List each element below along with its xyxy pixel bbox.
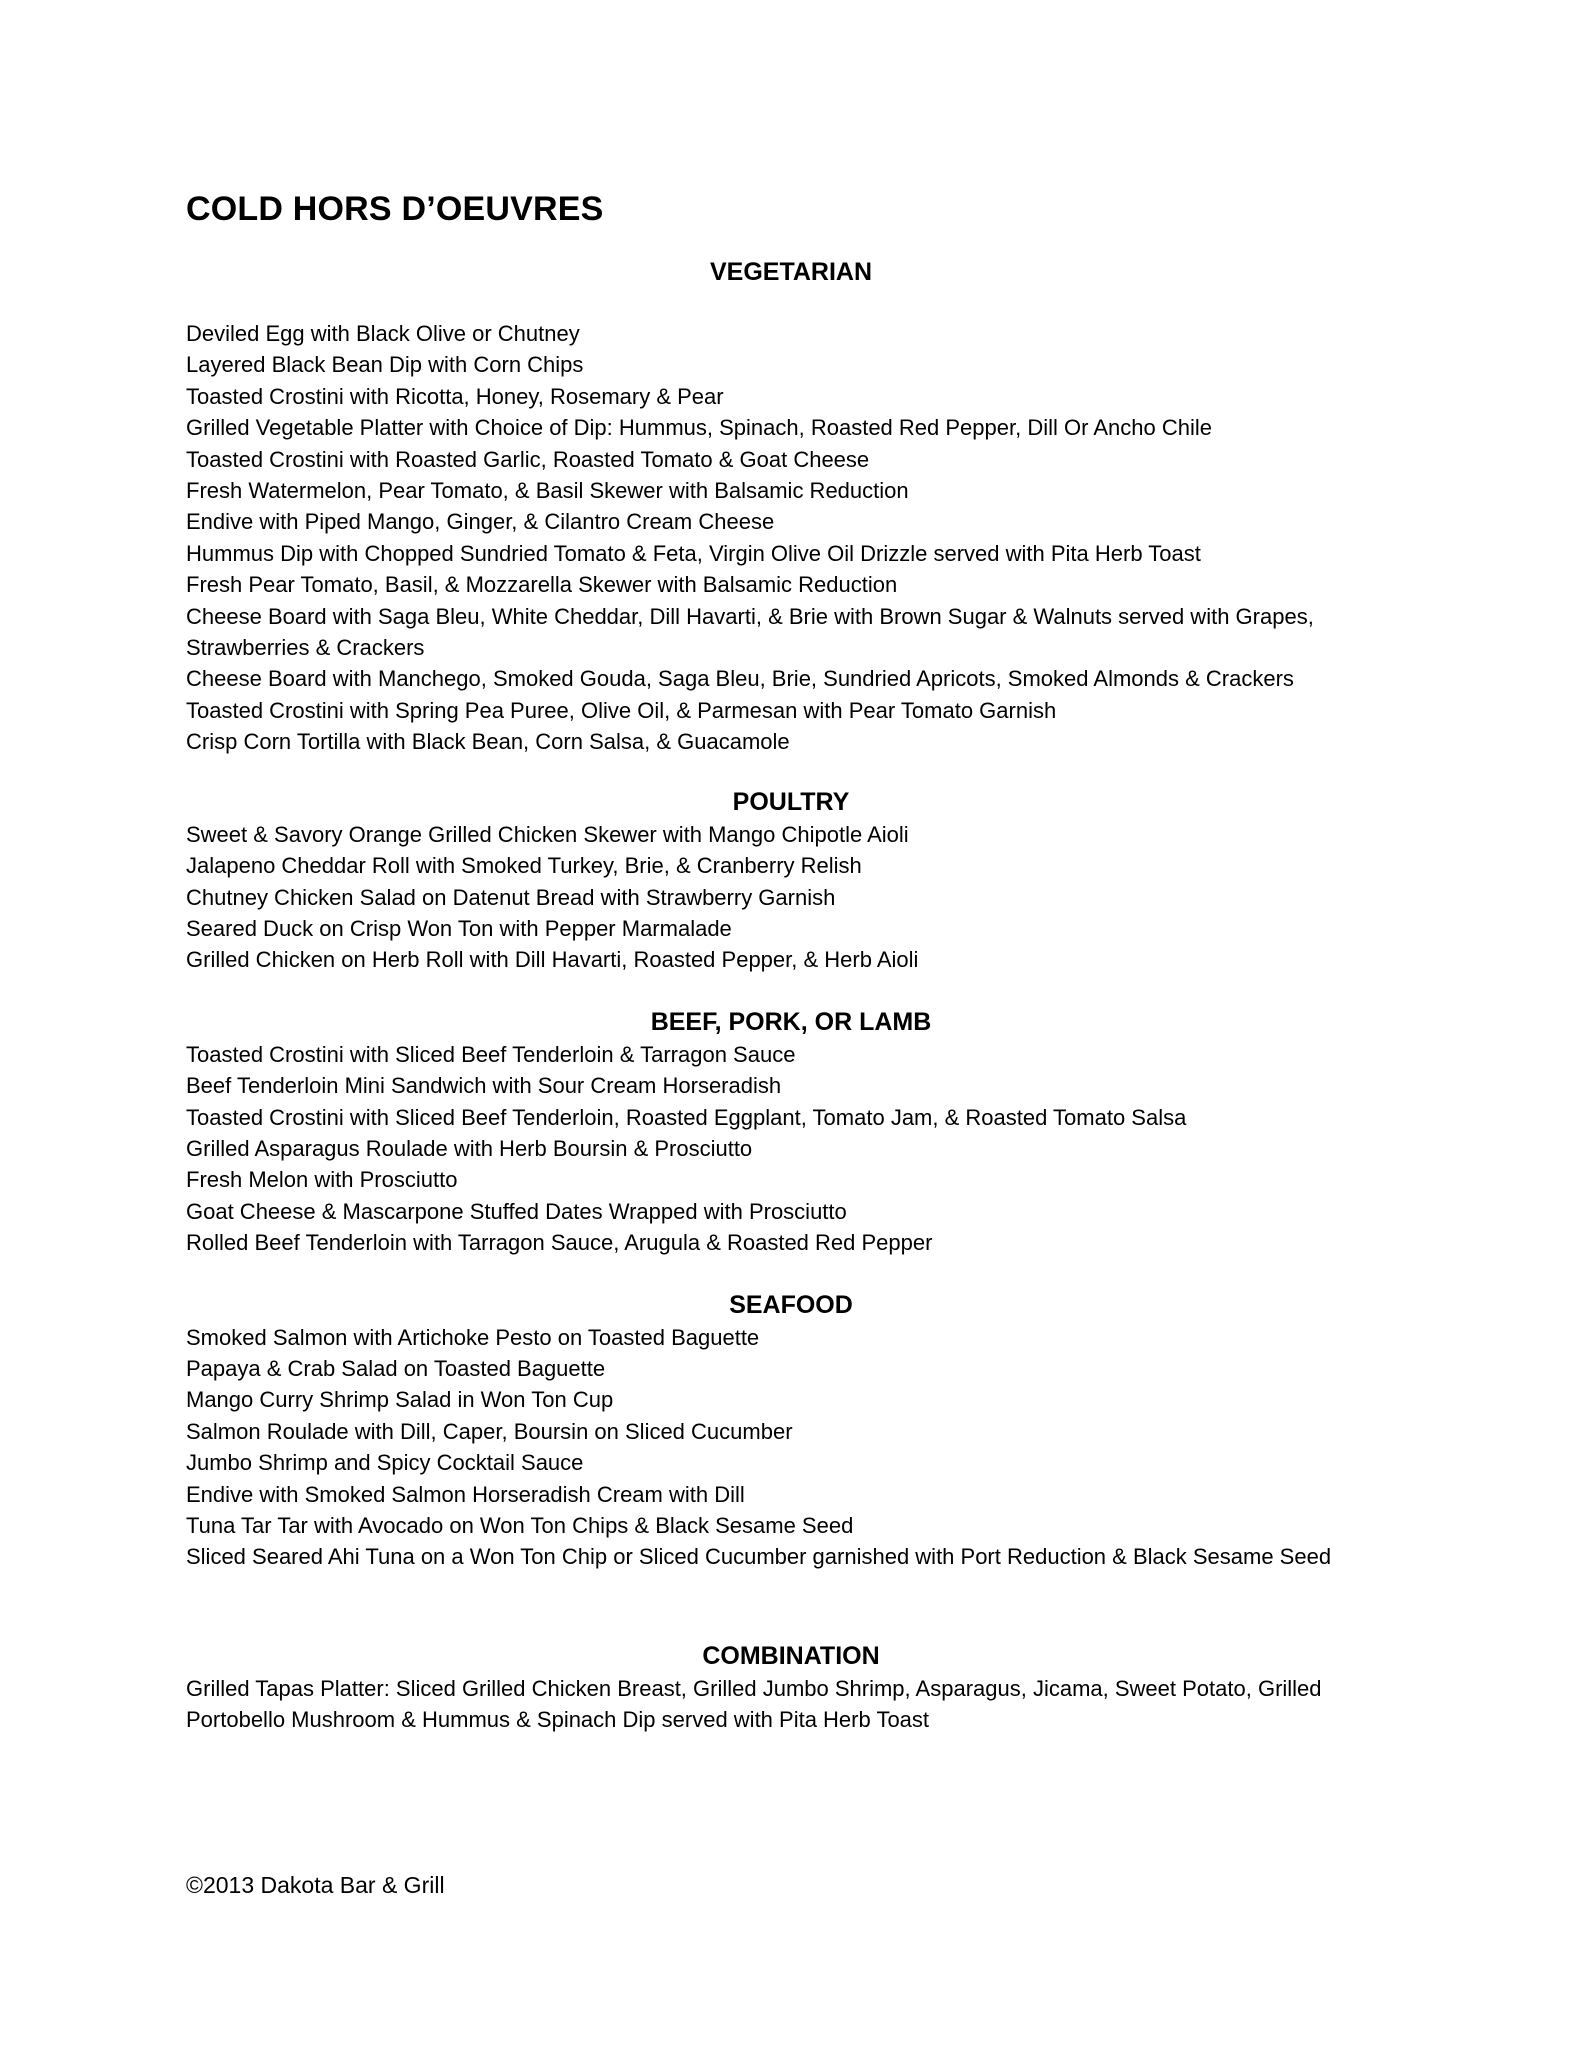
menu-item: Layered Black Bean Dip with Corn Chips <box>186 352 584 378</box>
section-heading-seafood: SEAFOOD <box>729 1290 853 1319</box>
menu-item: Seared Duck on Crisp Won Ton with Pepper Marmalade <box>186 915 732 941</box>
page-title: COLD HORS D’OEUVRES <box>186 190 604 228</box>
menu-item: Sweet & Savory Orange Grilled Chicken Skewer with Mango Chipotle Aioli <box>186 821 909 847</box>
menu-item: Jalapeno Cheddar Roll with Smoked Turkey, Brie, & Cranberry Relish <box>186 853 862 879</box>
menu-item: Sliced Seared Ahi Tuna on a Won Ton Chip or Sliced Cucumber garnished with Port Reduction & Black Sesame Seed <box>186 1544 1332 1570</box>
menu-item: Toasted Crostini with Sliced Beef Tenderloin & Tarragon Sauce <box>186 1041 796 1067</box>
menu-item: Toasted Crostini with Sliced Beef Tenderloin, Roasted Eggplant, Tomato Jam, & Roasted Tomato Salsa <box>186 1104 1187 1130</box>
section-heading-beef-pork-lamb: BEEF, PORK, OR LAMB <box>650 1007 932 1036</box>
copyright-footer: ©2013 Dakota Bar & Grill <box>186 1872 445 1898</box>
section-list-vegetarian <box>186 318 1396 758</box>
menu-item: Hummus Dip with Chopped Sundried Tomato & Feta, Virgin Olive Oil Drizzle served with Pita Herb Toast <box>186 540 1201 566</box>
menu-item: Rolled Beef Tenderloin with Tarragon Sauce, Arugula & Roasted Red Pepper <box>186 1230 933 1256</box>
menu-item: Grilled Chicken on Herb Roll with Dill Havarti, Roasted Pepper, & Herb Aioli <box>186 947 919 973</box>
menu-item: Fresh Melon with Prosciutto <box>186 1167 458 1193</box>
menu-item: Endive with Smoked Salmon Horseradish Cream with Dill <box>186 1481 745 1507</box>
menu-item: Papaya & Crab Salad on Toasted Baguette <box>186 1355 606 1381</box>
menu-item: Jumbo Shrimp and Spicy Cocktail Sauce <box>186 1450 584 1476</box>
menu-item: Crisp Corn Tortilla with Black Bean, Corn Salsa, & Guacamole <box>186 729 790 755</box>
section-list-beef-pork-lamb <box>186 1039 1396 1259</box>
menu-item: Grilled Tapas Platter: Sliced Grilled Chicken Breast, Grilled Jumbo Shrimp, Asparagus, Jicama, Sweet Potato, Grilled Portobello Mushroom & Hummus & Spinach Dip served with Pita Herb Toast <box>186 1675 1322 1733</box>
menu-item: Cheese Board with Manchego, Smoked Gouda, Saga Bleu, Brie, Sundried Apricots, Smoked Almonds & Crackers <box>186 666 1294 692</box>
menu-item: Toasted Crostini with Roasted Garlic, Roasted Tomato & Goat Cheese <box>186 446 870 472</box>
menu-item: Cheese Board with Saga Bleu, White Cheddar, Dill Havarti, & Brie with Brown Sugar & Walnuts served with Grapes, Strawberries & Crackers <box>186 603 1314 661</box>
section-list-poultry <box>186 819 1396 976</box>
menu-item: Deviled Egg with Black Olive or Chutney <box>186 321 580 346</box>
section-list-seafood <box>186 1322 1396 1573</box>
section-list-combination <box>186 1673 1396 1736</box>
section-heading-combination: COMBINATION <box>702 1641 880 1670</box>
menu-item: Grilled Vegetable Platter with Choice of Dip: Hummus, Spinach, Roasted Red Pepper, Dill Or Ancho Chile <box>186 415 1212 441</box>
menu-item: Mango Curry Shrimp Salad in Won Ton Cup <box>186 1387 614 1413</box>
menu-item: Chutney Chicken Salad on Datenut Bread with Strawberry Garnish <box>186 884 836 910</box>
menu-item: Tuna Tar Tar with Avocado on Won Ton Chips & Black Sesame Seed <box>186 1513 854 1538</box>
menu-item: Endive with Piped Mango, Ginger, & Cilantro Cream Cheese <box>186 509 775 535</box>
section-heading-vegetarian: VEGETARIAN <box>709 258 873 286</box>
menu-item: Toasted Crostini with Ricotta, Honey, Rosemary & Pear <box>186 383 724 409</box>
menu-item: Grilled Asparagus Roulade with Herb Boursin & Prosciutto <box>186 1135 753 1161</box>
menu-item: Smoked Salmon with Artichoke Pesto on Toasted Baguette <box>186 1324 760 1350</box>
menu-item: Goat Cheese & Mascarpone Stuffed Dates Wrapped with Prosciutto <box>186 1198 847 1224</box>
menu-item: Fresh Pear Tomato, Basil, & Mozzarella Skewer with Balsamic Reduction <box>186 572 898 598</box>
menu-item: Toasted Crostini with Spring Pea Puree, Olive Oil, & Parmesan with Pear Tomato Garnish <box>186 697 1057 723</box>
menu-item: Fresh Watermelon, Pear Tomato, & Basil Skewer with Balsamic Reduction <box>186 478 909 504</box>
menu-page <box>186 190 1396 1736</box>
section-heading-poultry: POULTRY <box>732 787 850 816</box>
menu-item: Beef Tenderloin Mini Sandwich with Sour Cream Horseradish <box>186 1073 782 1099</box>
menu-item: Salmon Roulade with Dill, Caper, Boursin on Sliced Cucumber <box>186 1418 793 1444</box>
